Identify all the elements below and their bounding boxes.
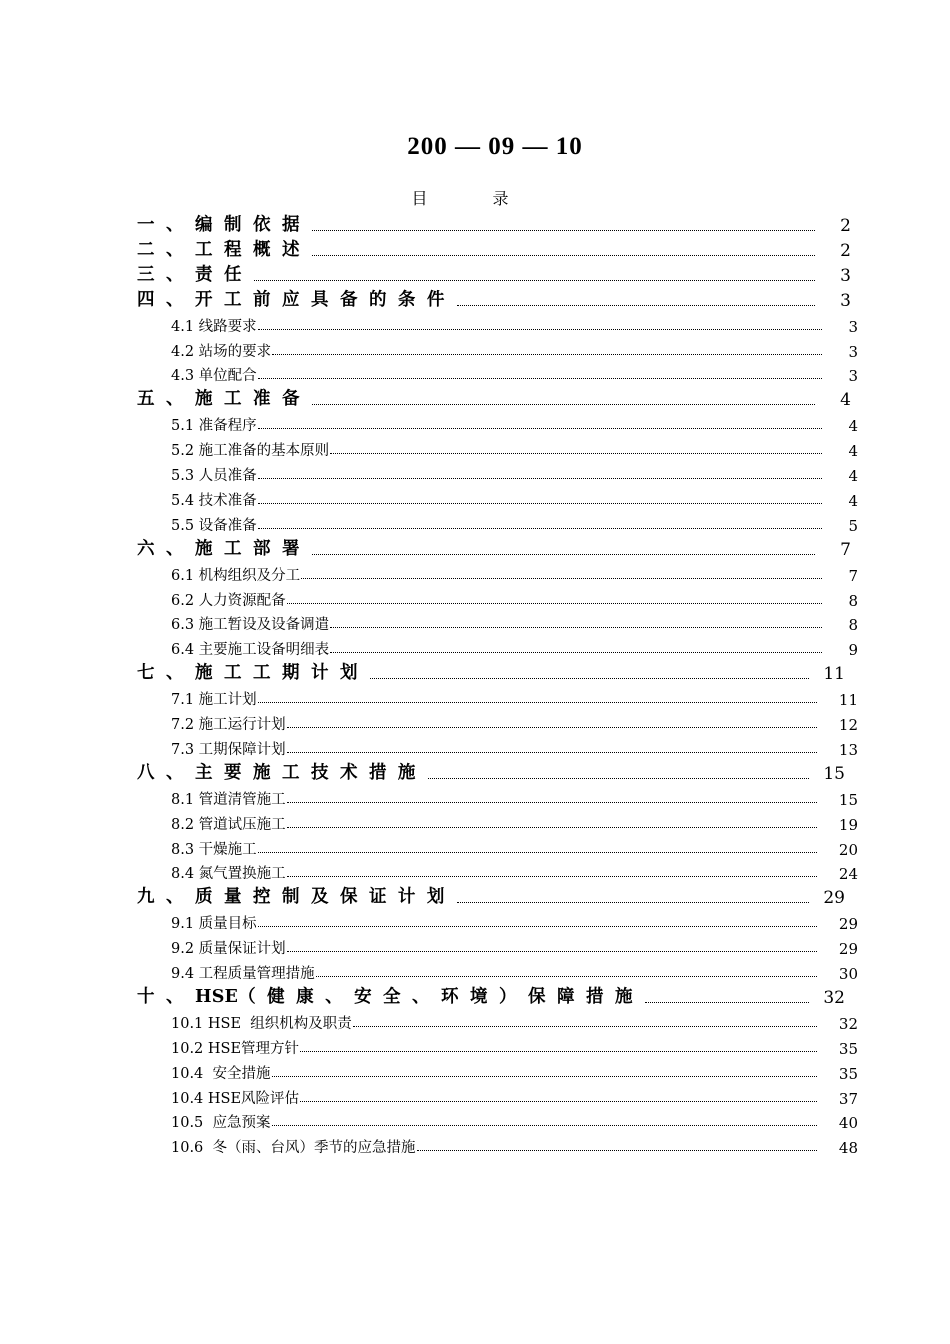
- toc-entry-label: 10.4 HSE风险评估: [171, 1090, 300, 1107]
- toc-chapter-entry[interactable]: [137, 536, 851, 561]
- toc-section-entry[interactable]: [171, 1108, 858, 1133]
- toc-chapter-entry[interactable]: [137, 237, 851, 262]
- toc-chapter-entry[interactable]: [137, 287, 851, 312]
- toc-entry-label: 7.3 工期保障计划: [171, 741, 286, 758]
- toc-page-number: 24: [838, 865, 858, 884]
- toc-page-number: 4: [848, 442, 858, 461]
- toc-page-number: 8: [848, 591, 858, 610]
- toc-page-number: 37: [838, 1089, 858, 1108]
- toc-leader-dots: [258, 852, 817, 853]
- toc-entry-label: 7.2 施工运行计划: [171, 717, 286, 733]
- toc-chapter-entry[interactable]: [137, 262, 851, 287]
- toc-entry-label: 四 、 开 工 前 应 具 备 的 条 件: [137, 289, 445, 310]
- toc-entry-label: 七 、 施 工 工 期 计 划: [137, 663, 358, 684]
- toc-leader-dots: [312, 255, 815, 256]
- toc-leader-dots: [353, 1026, 817, 1027]
- toc-chapter-entry[interactable]: [137, 984, 845, 1009]
- toc-chapter-entry[interactable]: [137, 884, 845, 909]
- toc-section-entry[interactable]: [171, 610, 858, 635]
- toc-leader-dots: [258, 926, 817, 927]
- toc-page-number: 3: [848, 342, 858, 361]
- toc-page-number: 29: [838, 940, 858, 959]
- toc-entry-label: 6.1 机构组织及分工: [171, 567, 301, 584]
- toc-section-entry[interactable]: [171, 486, 858, 511]
- toc-section-entry[interactable]: [171, 1059, 858, 1084]
- toc-leader-dots: [258, 528, 822, 529]
- toc-entry-label: 二 、 工 程 概 述: [137, 239, 300, 260]
- toc-entry-label: 10.2 HSE管理方针: [171, 1040, 300, 1057]
- toc-entry-label: 5.1 准备程序: [171, 418, 257, 435]
- toc-entry-label: 5.3 人员准备: [171, 468, 257, 484]
- toc-entry-label: 10.5 应急预案: [171, 1115, 271, 1132]
- toc-leader-dots: [457, 305, 815, 306]
- toc-entry-label: 十 、 HSE（ 健 康 、 安 全 、 环 境 ） 保 障 措 施: [137, 986, 633, 1007]
- toc-leader-dots: [370, 678, 809, 679]
- toc-page-number: 35: [838, 1064, 858, 1083]
- toc-section-entry[interactable]: [171, 859, 858, 884]
- toc-entry-label: 10.4 安全措施: [171, 1065, 271, 1082]
- toc-section-entry[interactable]: [171, 934, 858, 959]
- toc-page-number: 7: [840, 539, 851, 560]
- toc-entry-label: 7.1 施工计划: [171, 692, 257, 709]
- toc-entry-label: 六 、 施 工 部 署: [137, 538, 300, 559]
- toc-page-number: 2: [840, 216, 851, 236]
- toc-leader-dots: [312, 404, 815, 405]
- toc-entry-label: 8.4 氮气置换施工: [171, 866, 286, 883]
- toc-leader-dots: [258, 378, 822, 379]
- toc-entry-label: 五 、 施 工 准 备: [137, 389, 300, 410]
- toc-entry-label: 一 、 编 制 依 据: [137, 215, 300, 235]
- toc-section-entry[interactable]: [171, 959, 858, 984]
- toc-leader-dots: [287, 802, 817, 803]
- toc-page-number: 15: [823, 763, 845, 784]
- toc-page-number: 4: [840, 390, 851, 411]
- toc-page-number: 8: [848, 616, 858, 635]
- toc-page-number: 15: [838, 790, 858, 809]
- toc-leader-dots: [272, 1076, 817, 1077]
- toc-page-number: 19: [838, 815, 858, 834]
- toc-leader-dots: [254, 280, 815, 281]
- toc-entry-label: 6.3 施工暂设及设备调遣: [171, 617, 330, 634]
- toc-entry-label: 6.2 人力资源配备: [171, 592, 286, 609]
- toc-leader-dots: [287, 951, 817, 952]
- toc-entry-label: 九 、 质 量 控 制 及 保 证 计 划: [137, 887, 445, 908]
- toc-entry-label: 6.4 主要施工设备明细表: [171, 642, 330, 659]
- toc-page-number: 3: [840, 265, 851, 286]
- toc-page-number: 29: [838, 915, 858, 934]
- toc-section-entry[interactable]: [171, 361, 858, 386]
- toc-page-number: 40: [838, 1114, 858, 1133]
- toc-leader-dots: [272, 1125, 817, 1126]
- toc-page-number: 4: [848, 491, 858, 510]
- toc-section-entry[interactable]: [171, 586, 858, 611]
- toc-leader-dots: [287, 727, 817, 728]
- toc-leader-dots: [645, 1002, 809, 1003]
- toc-page-number: 20: [838, 840, 858, 859]
- toc-section-entry[interactable]: [171, 411, 858, 436]
- toc-leader-dots: [287, 876, 817, 877]
- toc-leader-dots: [312, 554, 815, 555]
- toc-leader-dots: [457, 902, 809, 903]
- toc-leader-dots: [301, 578, 822, 579]
- toc-page-number: 32: [823, 987, 845, 1008]
- toc-leader-dots: [330, 453, 822, 454]
- toc-section-entry[interactable]: [171, 337, 858, 362]
- toc-section-entry[interactable]: [171, 312, 858, 337]
- toc-page-number: 4: [848, 467, 858, 485]
- toc-section-entry[interactable]: [171, 461, 858, 486]
- toc-entry-label: 9.2 质量保证计划: [171, 941, 286, 958]
- toc-page-number: 4: [848, 417, 858, 436]
- toc-leader-dots: [316, 976, 817, 977]
- toc-leader-dots: [300, 1051, 817, 1052]
- toc-section-entry[interactable]: [171, 1133, 858, 1158]
- toc-page-number: 11: [838, 691, 858, 710]
- toc-leader-dots: [258, 503, 822, 504]
- toc-entry-label: 9.4 工程质量管理措施: [171, 966, 315, 982]
- toc-page-number: 7: [848, 566, 858, 585]
- toc-entry-label: 4.3 单位配合: [171, 368, 257, 385]
- toc-page-number: 2: [840, 240, 851, 261]
- toc-entry-label: 8.2 管道试压施工: [171, 816, 286, 833]
- toc-chapter-entry[interactable]: [137, 212, 851, 237]
- toc-leader-dots: [258, 428, 822, 429]
- toc-section-entry[interactable]: [171, 685, 858, 710]
- toc-leader-dots: [428, 778, 809, 779]
- toc-section-entry[interactable]: [171, 511, 858, 536]
- toc-leader-dots: [330, 627, 822, 628]
- toc-leader-dots: [287, 603, 822, 604]
- toc-leader-dots: [258, 702, 817, 703]
- toc-section-entry[interactable]: [171, 710, 858, 735]
- toc-entry-label: 4.1 线路要求: [171, 318, 257, 335]
- toc-chapter-entry[interactable]: [137, 660, 845, 685]
- toc-entry-label: 8.3 干燥施工: [171, 841, 257, 858]
- toc-chapter-entry[interactable]: [137, 386, 851, 411]
- toc-entry-label: 5.2 施工准备的基本原则: [171, 443, 330, 460]
- toc-entry-label: 10.6 冬（雨、台风）季节的应急措施: [171, 1140, 416, 1157]
- toc-section-entry[interactable]: [171, 835, 858, 860]
- toc-entry-label: 9.1 质量目标: [171, 916, 257, 933]
- toc-entry-label: 10.1 HSE 组织机构及职责: [171, 1015, 352, 1032]
- toc-leader-dots: [258, 478, 822, 479]
- toc-page-number: 3: [840, 290, 851, 311]
- document-date: 200 — 09 — 10: [407, 133, 583, 160]
- toc-page-number: 11: [823, 664, 845, 685]
- toc-leader-dots: [258, 329, 822, 330]
- toc-leader-dots: [287, 827, 817, 828]
- toc-page-number: 5: [848, 516, 858, 535]
- toc-page-number: 32: [838, 1014, 858, 1033]
- toc-entry-label: 三 、 责 任: [137, 264, 242, 285]
- toc-section-entry[interactable]: [171, 635, 858, 660]
- toc-leader-dots: [272, 354, 822, 355]
- toc-leader-dots: [312, 230, 815, 231]
- toc-section-entry[interactable]: [171, 561, 858, 586]
- toc-leader-dots: [330, 652, 822, 653]
- toc-section-entry[interactable]: [171, 436, 858, 461]
- toc-page-number: 12: [838, 716, 858, 734]
- toc-page-number: 3: [848, 367, 858, 386]
- toc-leader-dots: [417, 1150, 817, 1151]
- toc-leader-dots: [287, 752, 817, 753]
- toc-entry-label: 八 、 主 要 施 工 技 术 措 施: [137, 762, 416, 783]
- toc-section-entry[interactable]: [171, 810, 858, 835]
- toc-entry-label: 5.5 设备准备: [171, 517, 257, 534]
- toc-entry-label: 4.2 站场的要求: [171, 343, 272, 360]
- toc-entry-label: 8.1 管道清管施工: [171, 791, 286, 808]
- toc-chapter-entry[interactable]: [137, 760, 845, 785]
- toc-title: 目 录: [411, 189, 509, 208]
- toc-section-entry[interactable]: [171, 785, 858, 810]
- toc-entry-label: 5.4 技术准备: [171, 492, 257, 509]
- toc-page-number: 13: [838, 740, 858, 759]
- toc-page-number: 48: [838, 1139, 858, 1158]
- toc-page-number: 29: [823, 888, 845, 909]
- toc-section-entry[interactable]: [171, 909, 858, 934]
- toc-section-entry[interactable]: [171, 735, 858, 760]
- toc-page-number: 35: [838, 1039, 858, 1058]
- toc-section-entry[interactable]: [171, 1084, 858, 1109]
- toc-section-entry[interactable]: [171, 1009, 858, 1034]
- toc-leader-dots: [300, 1101, 817, 1102]
- toc-page-number: 9: [848, 641, 858, 660]
- toc-page-number: 30: [838, 965, 858, 983]
- toc-section-entry[interactable]: [171, 1034, 858, 1059]
- toc-page-number: 3: [848, 317, 858, 336]
